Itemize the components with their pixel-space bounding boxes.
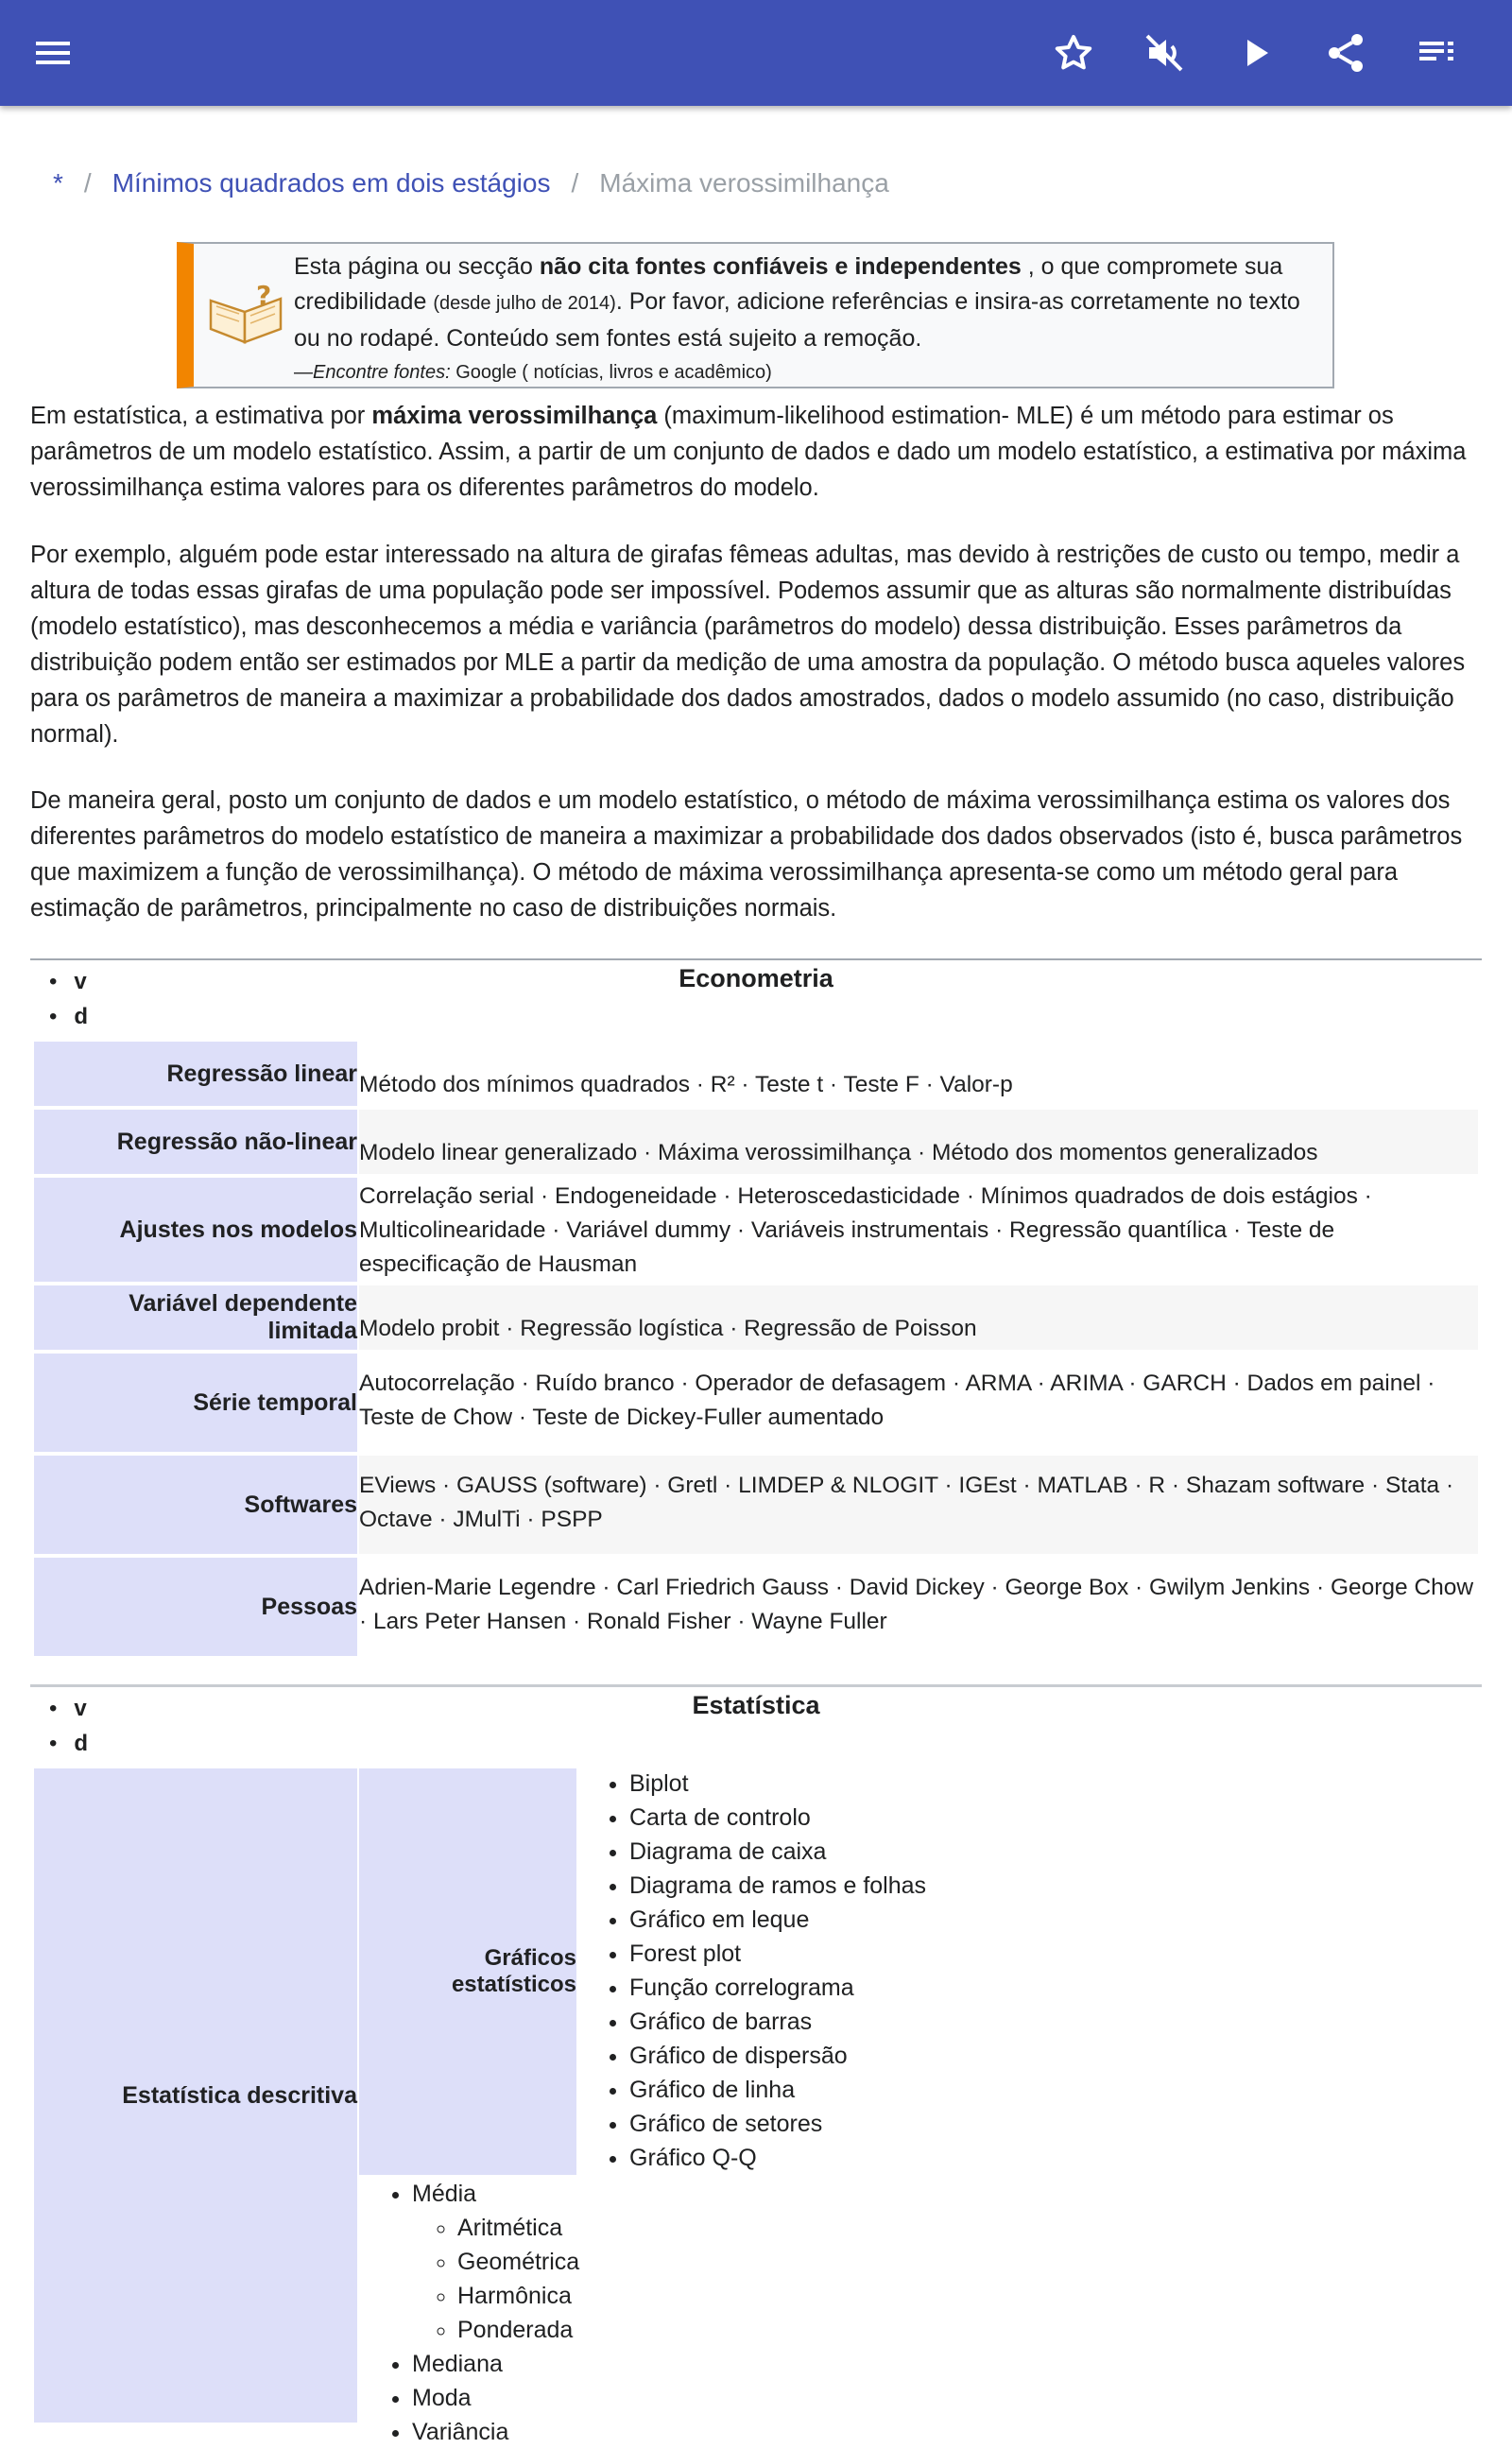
star-icon[interactable] xyxy=(1051,30,1096,76)
list-item[interactable]: • Mediana xyxy=(412,2347,579,2381)
list-item[interactable]: • Biplot xyxy=(629,1767,926,1801)
breadcrumb-parent[interactable]: Mínimos quadrados em dois estágios xyxy=(112,168,551,198)
list-item[interactable]: • Gráfico de setores xyxy=(629,2107,926,2141)
find-sources: —Encontre fontes: Google ( notícias, livros e acadêmico) xyxy=(294,362,772,383)
list-item[interactable]: ◦ Aritmética xyxy=(457,2211,579,2245)
navbox-group[interactable]: Pessoas xyxy=(34,1558,357,1656)
notice-text-2: , o que compromete sua credibilidade xyxy=(294,253,1283,315)
navbox-group[interactable]: Softwares xyxy=(34,1456,357,1554)
navbox-group[interactable]: Ajustes nos modelos xyxy=(34,1178,357,1282)
navbox-row xyxy=(34,1354,1478,1452)
navbox-row xyxy=(34,1178,1478,1282)
paragraph-intro: Em estatística, a estimativa por máxima verossimilhança (maximum-likelihood estimation- MLE) é um método para estimar os parâmetros de um modelo estatístico. Assim, a partir de um conjunto de dados e dado um modelo estatístico, a estimativa por máxima verossimilhança estima valores para os diferentes parâmetros do modelo. xyxy=(30,403,1467,501)
svg-text:?: ? xyxy=(256,280,272,311)
navbox-list[interactable]: Correlação serial · Endogeneidade · Heteroscedasticidade · Mínimos quadrados de dois estágios · Multicolinearidade · Variável dummy · Variáveis instrumentais · Regressão quantílica · Teste de especificação de Hausman xyxy=(359,1183,1372,1277)
article-term: máxima verossimilhança xyxy=(371,403,658,429)
navbox-econometria xyxy=(30,958,1482,1694)
navbox-list[interactable]: Modelo linear generalizado · Máxima verossimilhança · Método dos momentos generalizados xyxy=(359,1110,1478,1174)
paragraph-general: De maneira geral, posto um conjunto de dados e um modelo estatístico, o método de máxima verossimilhança estima os valores dos diferentes parâmetros do modelo estatístico de maneira a maximizar a probabilidade dos dados observados (isto é, busca parâmetros que maximizem a função de verossimilhança). O método de máxima verossimilhança apresenta-se como um método geral para estimação de parâmetros, principalmente no caso de distribuições normais. xyxy=(30,787,1463,922)
notice-text: Esta página ou secção xyxy=(294,253,540,280)
breadcrumb-home[interactable]: * xyxy=(53,168,63,198)
list-item[interactable]: • Forest plot xyxy=(629,1937,926,1971)
paragraph-example: Por exemplo, alguém pode estar interessado na altura de girafas fêmeas adultas, mas devido à restrições de custo ou tempo, medir a altura de todas essas girafas de uma população pode ser impossível. Podemos assumir que as alturas são normalmente distribuídas (modelo estatístico), mas desconhecemos a média e variância (parâmetros do modelo) dessa distribuição. Esses parâmetros da distribuição podem então ser estimados por MLE a partir da medição de uma amostra da população. O método busca aqueles valores para os parâmetros de maneira a maximizar a probabilidade dos dados amostrados, dados o modelo assumido (no caso, distribuição normal). xyxy=(30,542,1466,748)
navbox-title[interactable]: Econometria xyxy=(679,964,833,992)
list-item[interactable]: • Gráfico de dispersão xyxy=(629,2039,926,2073)
navbox-list[interactable]: Autocorrelação · Ruído branco · Operador de defasagem · ARMA · ARIMA · GARCH · Dados em painel · Teste de Chow · Teste de Dickey-Fuller aumentado xyxy=(359,1371,1435,1430)
breadcrumb-current: Máxima verossimilhança xyxy=(599,168,889,198)
navbox-list[interactable]: EViews · GAUSS (software) · Gretl · LIMDEP & NLOGIT · IGEst · MATLAB · R · Shazam software · Stata · Octave · JMulTi · PSPP xyxy=(359,1456,1478,1554)
playlist-icon[interactable] xyxy=(1414,30,1459,76)
list-item[interactable]: • Gráfico Q-Q xyxy=(629,2141,926,2175)
navbox-subgroup[interactable]: Gráficos estatísticos xyxy=(359,1768,576,2175)
graphs-list xyxy=(601,1767,926,2175)
discuss-link[interactable]: • d xyxy=(49,1726,88,1761)
navbox-row xyxy=(34,1285,1478,1350)
discuss-link[interactable]: • d xyxy=(49,999,88,1034)
view-link[interactable]: • v xyxy=(49,1691,88,1726)
book-icon xyxy=(207,280,284,346)
breadcrumb: * / Mínimos quadrados em dois estágios / Máxima verossimilhança xyxy=(53,168,889,198)
navbox-group[interactable]: Variável dependente limitada xyxy=(34,1285,357,1350)
unsourced-notice xyxy=(177,242,1334,388)
list-item[interactable]: • Diagrama de ramos e folhas xyxy=(629,1869,926,1903)
navbox-row xyxy=(34,1042,1478,1106)
share-icon[interactable] xyxy=(1323,30,1368,76)
central-tendency-list xyxy=(384,2177,579,2449)
navbox-list[interactable]: Modelo probit · Regressão logística · Regressão de Poisson xyxy=(359,1285,1478,1350)
list-item[interactable]: • Função correlograma xyxy=(629,1971,926,2005)
navbox-row xyxy=(34,1558,1478,1656)
navbox-list[interactable]: Adrien-Marie Legendre · Carl Friedrich Gauss · David Dickey · George Box · Gwilym Jenkins · George Chow · Lars Peter Hansen · Ronald Fisher · Wayne Fuller xyxy=(359,1575,1474,1634)
find-sources-label: Encontre fontes: xyxy=(313,362,451,383)
navbox-title[interactable]: Estatística xyxy=(692,1691,820,1719)
notice-bold: não cita fontes confiáveis e independentes xyxy=(539,253,1022,280)
navbox-group[interactable]: Regressão não-linear xyxy=(34,1110,357,1174)
list-item[interactable]: ◦ Harmônica xyxy=(457,2279,579,2313)
navbox-row xyxy=(34,1110,1478,1174)
play-icon[interactable] xyxy=(1232,30,1278,76)
navbox-row xyxy=(34,1456,1478,1554)
notice-text-3: . Por favor, adicione referências e insira-as corretamente no texto ou no rodapé. Conteúdo sem fontes está sujeito a remoção. xyxy=(294,288,1300,352)
list-item[interactable]: • Média ◦ Aritmética ◦ Geométrica ◦ Harmônica ◦ Ponderada xyxy=(412,2177,579,2347)
find-sources-links[interactable]: Google ( notícias, livros e acadêmico) xyxy=(450,362,772,383)
navbox-list[interactable]: Método dos mínimos quadrados · R² · Teste t · Teste F · Valor-p xyxy=(359,1072,1013,1097)
mute-icon[interactable] xyxy=(1142,30,1187,76)
navbox-group[interactable]: Regressão linear xyxy=(34,1042,357,1106)
list-item[interactable]: • Variância xyxy=(412,2415,579,2449)
list-item[interactable]: • Gráfico de linha xyxy=(629,2073,926,2107)
list-item[interactable]: ◦ Ponderada xyxy=(457,2313,579,2347)
list-item[interactable]: • Gráfico em leque xyxy=(629,1903,926,1937)
list-item[interactable]: • Carta de controlo xyxy=(629,1801,926,1835)
list-item[interactable]: • Moda xyxy=(412,2381,579,2415)
list-item[interactable]: • Gráfico de barras xyxy=(629,2005,926,2039)
navbox-estatistica xyxy=(30,1684,1482,2445)
menu-icon[interactable] xyxy=(30,30,76,76)
navbox-group[interactable]: Série temporal xyxy=(34,1354,357,1452)
app-bar xyxy=(0,0,1512,106)
view-link[interactable]: • v xyxy=(49,964,88,999)
list-item[interactable]: ◦ Geométrica xyxy=(457,2245,579,2279)
notice-date: (desde julho de 2014) xyxy=(433,293,616,314)
list-item[interactable]: • Diagrama de caixa xyxy=(629,1835,926,1869)
navbox-group[interactable]: Estatística descritiva xyxy=(34,1768,357,2423)
